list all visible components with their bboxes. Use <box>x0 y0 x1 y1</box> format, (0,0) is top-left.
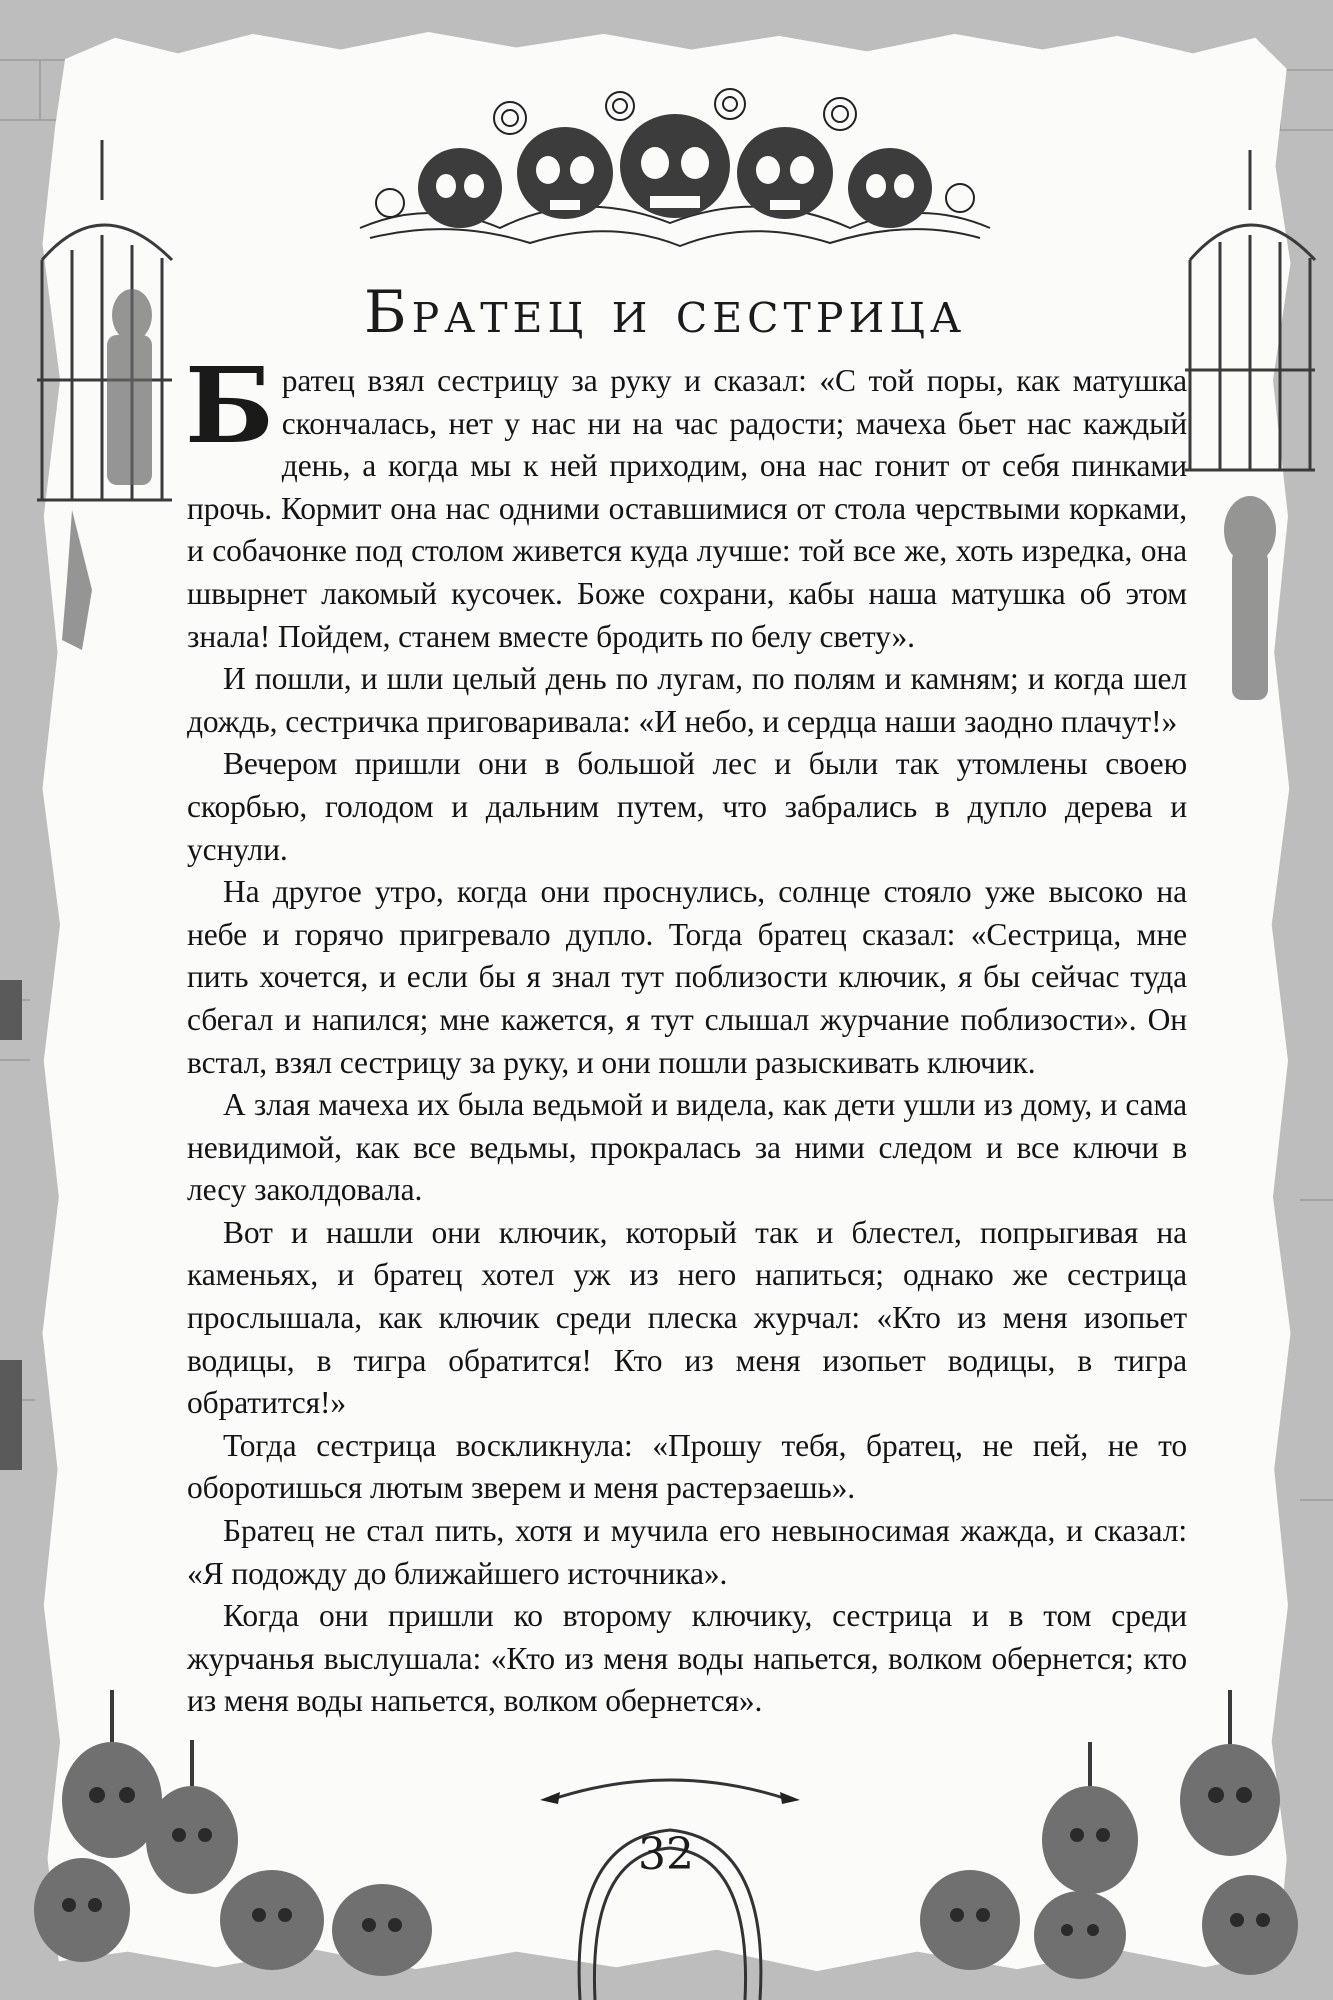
drop-cap: Б <box>185 344 274 467</box>
hanging-cage-icon <box>1180 150 1320 710</box>
zombie-heads-icon <box>890 1690 1310 1980</box>
paragraph <box>185 344 1187 658</box>
paragraph: Тогда сестрица воскликнула: «Прошу тебя, братец, не пей, не то оборотишься лютым зверем и меня растерзаешь». <box>187 1427 1187 1506</box>
paragraph: Братец не стал пить, хотя и мучила его невыносимая жажда, и сказал: «Я подожду до ближайшего источника». <box>187 1513 1187 1591</box>
paragraph: На другое утро, когда они проснулись, солнце стояло уже высоко на небе и горячо пригревало дупло. Тогда братец сказал: «Сестрица, мне пить хочется, и если бы я знал тут поблизости ключик, я бы сейчас туда сбегал и напился; мне кажется, я тут слышал журчание поблизости». Он встал, взял сестрицу за руку, и они пошли разыскивать ключик. <box>187 874 1187 1080</box>
paragraph: Вот и нашли они ключик, который так и блестел, попрыгивая на каменьях, и братец хотел уж из него напиться; однако же сестрица прослышала, как ключик среди плеска журчал: «Кто из меня изопьет водицы, в тигра обратится! Кто из меня изопьет водицы, в тигра обратится!» <box>187 1214 1187 1421</box>
hanging-cage-icon <box>22 140 192 660</box>
paragraph: Вечером пришли они в большой лес и были так утомлены своею скорбью, голодом и дальним путем, что забрались в дупло дерева и уснули. <box>187 746 1187 867</box>
paragraph: Когда они пришли ко второму ключику, сестрица и в том среди журчанья выслушала: «Кто из меня воды напьется, волком обернется; кто из меня воды напьется, волком обернется». <box>187 1598 1187 1719</box>
paragraph: А злая мачеха их была ведьмой и видела, как дети ушли из дому, и сама невидимой, как все ведьмы, прокралась за ними следом и все ключи в лесу заколдовала. <box>187 1087 1187 1208</box>
zombie-heads-icon <box>22 1690 452 1980</box>
paragraph-text: ратец взял сестрицу за руку и сказал: «С той поры, как матушка скончалась, нет у нас ни на час радости; мачеха бьет нас каждый день, а когда мы к ней приходим, она нас гонит от себя пинками прочь. Кормит она нас одними оставшимися от стола черствыми корками, и собачонке под столом живется куда лучше: той все же, хоть изредка, она швырнет лакомый кусочек. Боже сохрани, кабы наша матушка об этом знала! Пойдем, станем вместе бродить по белу свету». <box>187 363 1187 654</box>
page-number: 32 <box>638 1829 694 1880</box>
paragraph: И пошли, и шли целый день по лугам, по полям и камням; и когда шел дождь, сестричка приговаривала: «И небо, и сердца наши заодно плачут!» <box>187 661 1187 739</box>
story-text <box>185 344 1187 1719</box>
story-title: Братец и сестрица <box>363 278 967 346</box>
skulls-and-roses-icon <box>350 78 1000 258</box>
